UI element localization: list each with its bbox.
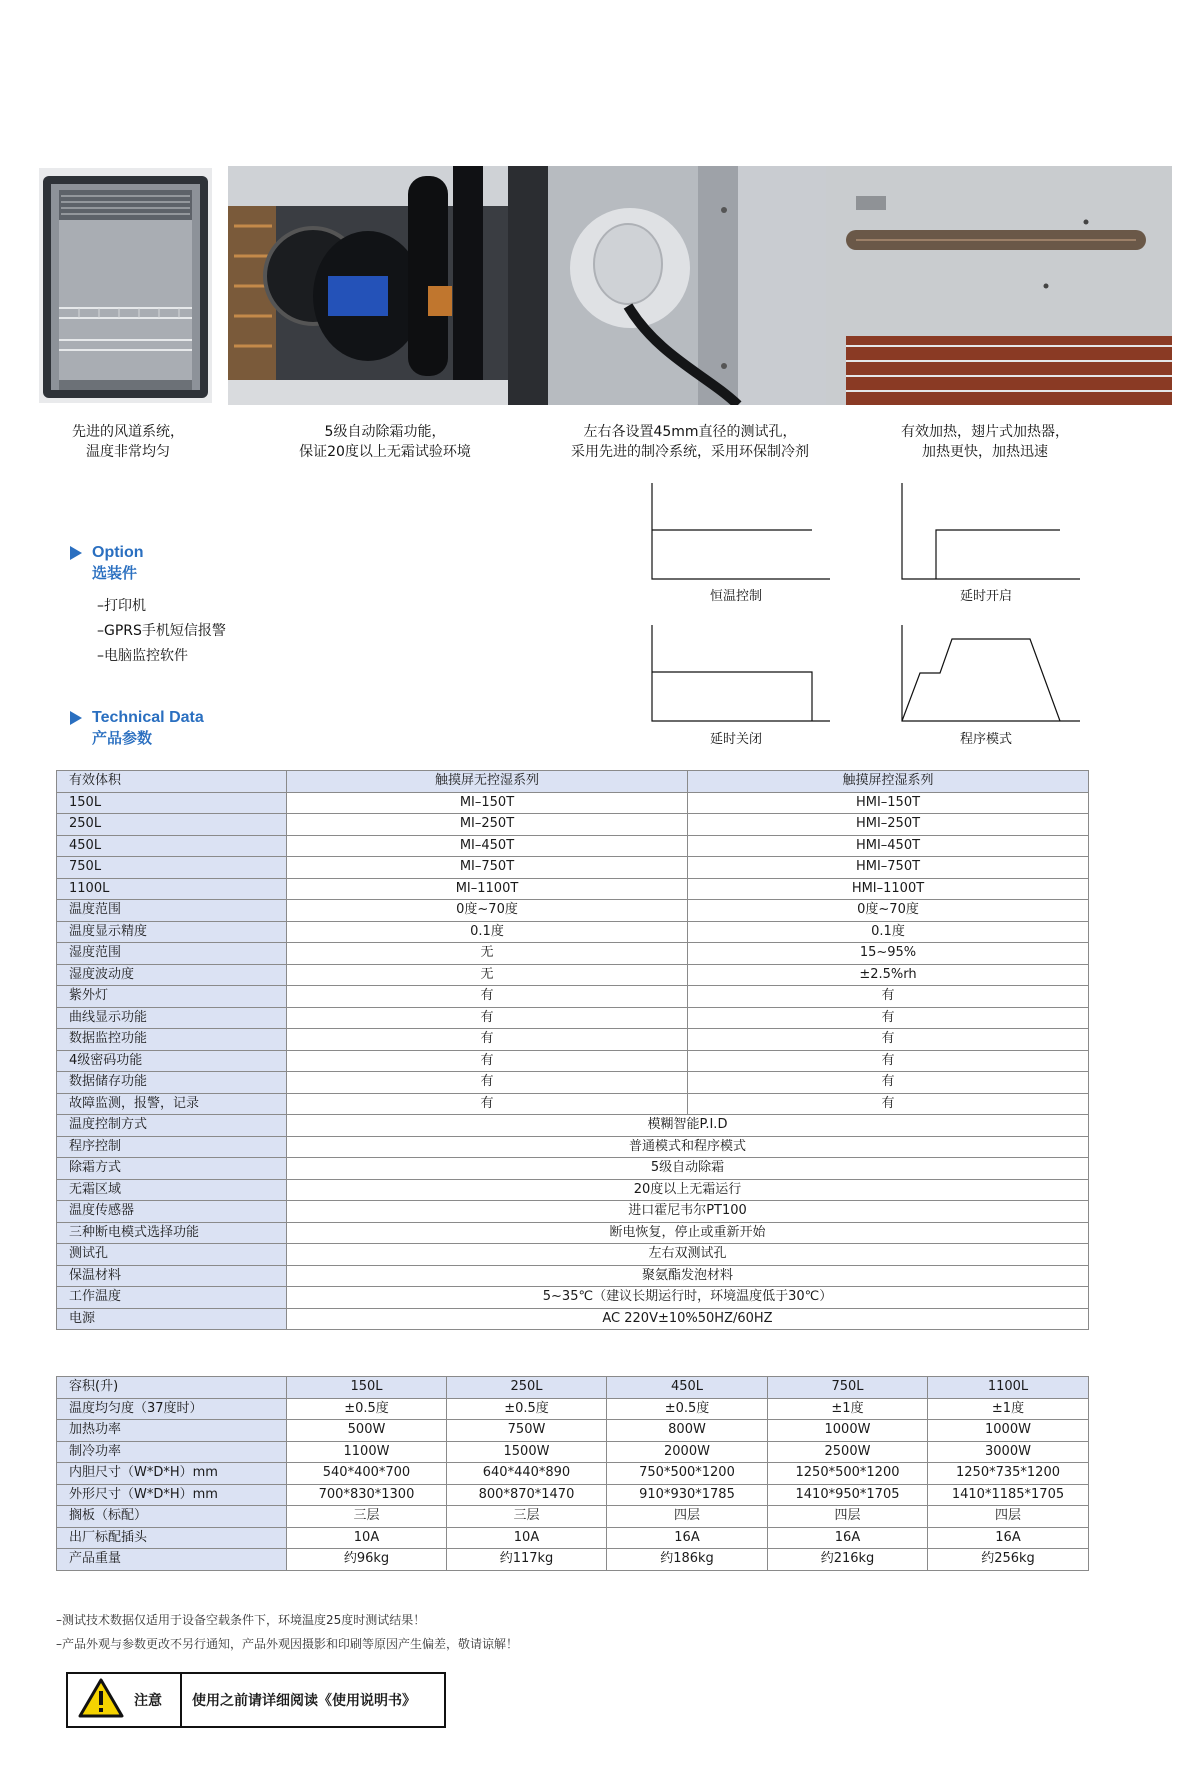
table-cell: 有 bbox=[287, 986, 688, 1008]
table-cell: 800W bbox=[607, 1420, 768, 1442]
table-cell: 3000W bbox=[928, 1441, 1089, 1463]
caption-line: 保证20度以上无霜试验环境 bbox=[299, 444, 471, 460]
table-cell: 无 bbox=[287, 943, 688, 965]
table-cell: 910*930*1785 bbox=[607, 1484, 768, 1506]
table-cell: 1410*1185*1705 bbox=[928, 1484, 1089, 1506]
table-cell: 1500W bbox=[447, 1441, 607, 1463]
table-row bbox=[57, 857, 1089, 879]
row-label: 产品重量 bbox=[57, 1549, 287, 1571]
table-row bbox=[57, 1549, 1089, 1571]
caption-heater bbox=[870, 422, 1100, 462]
table-cell: 有 bbox=[287, 1029, 688, 1051]
row-label: 保温材料 bbox=[57, 1265, 287, 1287]
table-row bbox=[57, 943, 1089, 965]
table-row bbox=[57, 1093, 1089, 1115]
caution-word: 注意 bbox=[134, 1693, 162, 1709]
row-label: 温度控制方式 bbox=[57, 1115, 287, 1137]
table-cell: 10A bbox=[287, 1527, 447, 1549]
table-row bbox=[57, 1484, 1089, 1506]
technical-title-en: Technical Data bbox=[92, 709, 204, 726]
table-cell: ±1度 bbox=[768, 1398, 928, 1420]
spec-table-series bbox=[56, 770, 1089, 1330]
table-cell: 0度~70度 bbox=[688, 900, 1089, 922]
row-label: 测试孔 bbox=[57, 1244, 287, 1266]
table-cell: 有 bbox=[688, 986, 1089, 1008]
photo-compressor bbox=[228, 166, 548, 405]
table-cell: 0度~70度 bbox=[287, 900, 688, 922]
table-row bbox=[57, 1050, 1089, 1072]
table-row bbox=[57, 792, 1089, 814]
row-label: 加热功率 bbox=[57, 1420, 287, 1442]
table-cell: 500W bbox=[287, 1420, 447, 1442]
table-cell: 16A bbox=[768, 1527, 928, 1549]
caption-test-hole bbox=[545, 422, 835, 462]
table-cell: 四层 bbox=[928, 1506, 1089, 1528]
row-label: 程序控制 bbox=[57, 1136, 287, 1158]
row-label: 内胆尺寸（W*D*H）mm bbox=[57, 1463, 287, 1485]
table-cell: 750L bbox=[768, 1377, 928, 1399]
option-item: –打印机 bbox=[97, 598, 146, 614]
table-row bbox=[57, 1506, 1089, 1528]
technical-heading bbox=[70, 708, 204, 748]
table-row bbox=[57, 835, 1089, 857]
row-label: 温度传感器 bbox=[57, 1201, 287, 1223]
table-cell: 640*440*890 bbox=[447, 1463, 607, 1485]
footnotes bbox=[56, 1608, 518, 1656]
table-cell: 有 bbox=[287, 1007, 688, 1029]
table-cell: 有 bbox=[287, 1093, 688, 1115]
row-label: 工作温度 bbox=[57, 1287, 287, 1309]
row-label: 150L bbox=[57, 792, 287, 814]
table-cell: 1000W bbox=[928, 1420, 1089, 1442]
table-cell: 800*870*1470 bbox=[447, 1484, 607, 1506]
table-cell: 1250*500*1200 bbox=[768, 1463, 928, 1485]
table-cell: 有 bbox=[688, 1050, 1089, 1072]
diagram-label-delayed-stop: 延时关闭 bbox=[710, 732, 763, 747]
row-label: 450L bbox=[57, 835, 287, 857]
row-label: 750L bbox=[57, 857, 287, 879]
table-cell: 三层 bbox=[287, 1506, 447, 1528]
table-row bbox=[57, 1072, 1089, 1094]
table-cell: 有 bbox=[688, 1007, 1089, 1029]
table-cell: HMI–250T bbox=[688, 814, 1089, 836]
table-cell: 约96kg bbox=[287, 1549, 447, 1571]
table-cell: 聚氨酯发泡材料 bbox=[287, 1265, 1089, 1287]
table-row bbox=[57, 1158, 1089, 1180]
diagram-label-constant-temp: 恒温控制 bbox=[710, 589, 763, 604]
row-label: 出厂标配插头 bbox=[57, 1527, 287, 1549]
table-cell: MI–150T bbox=[287, 792, 688, 814]
table-cell: 无 bbox=[287, 964, 688, 986]
row-label: 温度均匀度（37度时） bbox=[57, 1398, 287, 1420]
caution-text: 使用之前请详细阅读《使用说明书》 bbox=[192, 1693, 416, 1709]
table-row bbox=[57, 1201, 1089, 1223]
table-cell: 700*830*1300 bbox=[287, 1484, 447, 1506]
option-list bbox=[97, 594, 226, 669]
table-cell: 约186kg bbox=[607, 1549, 768, 1571]
row-label: 数据储存功能 bbox=[57, 1072, 287, 1094]
table-cell: 约256kg bbox=[928, 1549, 1089, 1571]
technical-title-cn: 产品参数 bbox=[92, 729, 153, 747]
row-label: 三种断电模式选择功能 bbox=[57, 1222, 287, 1244]
table-cell: 5~35℃（建议长期运行时，环境温度低于30℃） bbox=[287, 1287, 1089, 1309]
table-cell: 1000W bbox=[768, 1420, 928, 1442]
caption-defrost bbox=[275, 422, 495, 462]
table-cell: HMI–450T bbox=[688, 835, 1089, 857]
footnote: –产品外观与参数更改不另行通知，产品外观因摄影和印刷等原因产生偏差，敬请谅解！ bbox=[56, 1637, 519, 1651]
table-cell: 16A bbox=[607, 1527, 768, 1549]
table-cell: ±0.5度 bbox=[607, 1398, 768, 1420]
option-item: –GPRS手机短信报警 bbox=[97, 623, 226, 639]
table-row bbox=[57, 964, 1089, 986]
photo-test-hole bbox=[548, 166, 826, 405]
row-label: 制冷功率 bbox=[57, 1441, 287, 1463]
table-cell: 750W bbox=[447, 1420, 607, 1442]
table-row bbox=[57, 900, 1089, 922]
row-label: 无霜区域 bbox=[57, 1179, 287, 1201]
table-cell: 有 bbox=[688, 1029, 1089, 1051]
table-cell: 540*400*700 bbox=[287, 1463, 447, 1485]
row-label: 除霜方式 bbox=[57, 1158, 287, 1180]
table-cell: 2500W bbox=[768, 1441, 928, 1463]
caption-line: 有效加热，翅片式加热器， bbox=[901, 424, 1069, 440]
table-cell: 2000W bbox=[607, 1441, 768, 1463]
row-label: 温度范围 bbox=[57, 900, 287, 922]
table-cell: 1410*950*1705 bbox=[768, 1484, 928, 1506]
table-row bbox=[57, 1527, 1089, 1549]
table-cell: 进口霍尼韦尔PT100 bbox=[287, 1201, 1089, 1223]
table-cell: 250L bbox=[447, 1377, 607, 1399]
option-title-en: Option bbox=[92, 544, 144, 561]
row-label: 数据监控功能 bbox=[57, 1029, 287, 1051]
table-cell: ±1度 bbox=[928, 1398, 1089, 1420]
row-label: 1100L bbox=[57, 878, 287, 900]
caption-line: 采用先进的制冷系统，采用环保制冷剂 bbox=[571, 444, 809, 460]
table-cell: 16A bbox=[928, 1527, 1089, 1549]
row-label: 湿度范围 bbox=[57, 943, 287, 965]
table-header-row bbox=[57, 771, 1089, 793]
table-row bbox=[57, 1420, 1089, 1442]
table-cell: 触摸屏控湿系列 bbox=[688, 771, 1089, 793]
table-row bbox=[57, 1398, 1089, 1420]
table-cell: 断电恢复，停止或重新开始 bbox=[287, 1222, 1089, 1244]
caption-air-duct bbox=[58, 422, 198, 462]
table-row bbox=[57, 1115, 1089, 1137]
table-cell: 20度以上无霜运行 bbox=[287, 1179, 1089, 1201]
table-cell: MI–250T bbox=[287, 814, 688, 836]
row-label: 温度显示精度 bbox=[57, 921, 287, 943]
table-row bbox=[57, 1136, 1089, 1158]
table-row bbox=[57, 1222, 1089, 1244]
table-row bbox=[57, 1287, 1089, 1309]
table-cell: 150L bbox=[287, 1377, 447, 1399]
table-cell: ±2.5%rh bbox=[688, 964, 1089, 986]
spec-table-capacity bbox=[56, 1376, 1089, 1571]
row-label: 曲线显示功能 bbox=[57, 1007, 287, 1029]
photo-fin-heater bbox=[826, 166, 1172, 405]
table-cell: ±0.5度 bbox=[447, 1398, 607, 1420]
row-label: 电源 bbox=[57, 1308, 287, 1330]
caution-left bbox=[68, 1674, 182, 1726]
row-label: 外形尺寸（W*D*H）mm bbox=[57, 1484, 287, 1506]
diagram-delayed-stop bbox=[650, 625, 830, 725]
table-cell: 1100W bbox=[287, 1441, 447, 1463]
row-label: 湿度波动度 bbox=[57, 964, 287, 986]
table-cell: 约216kg bbox=[768, 1549, 928, 1571]
table-row bbox=[57, 1244, 1089, 1266]
spec-table-series-body bbox=[57, 771, 1089, 1330]
row-label: 故障监测，报警，记录 bbox=[57, 1093, 287, 1115]
row-label: 4级密码功能 bbox=[57, 1050, 287, 1072]
table-row bbox=[57, 1441, 1089, 1463]
table-row bbox=[57, 814, 1089, 836]
caption-line: 左右各设置45mm直径的测试孔， bbox=[583, 424, 797, 440]
caption-line: 加热更快，加热迅速 bbox=[922, 444, 1048, 460]
diagram-label-delayed-start: 延时开启 bbox=[960, 589, 1013, 604]
table-cell: MI–750T bbox=[287, 857, 688, 879]
arrow-right-icon bbox=[70, 546, 82, 560]
diagram-label-program-mode: 程序模式 bbox=[960, 732, 1013, 747]
row-label: 250L bbox=[57, 814, 287, 836]
diagram-delayed-start bbox=[900, 483, 1080, 583]
table-row bbox=[57, 1029, 1089, 1051]
table-cell: HMI–150T bbox=[688, 792, 1089, 814]
arrow-right-icon bbox=[70, 711, 82, 725]
spec-table-capacity-body bbox=[57, 1377, 1089, 1571]
table-row bbox=[57, 1265, 1089, 1287]
table-cell: 0.1度 bbox=[287, 921, 688, 943]
caption-line: 先进的风道系统， bbox=[72, 424, 184, 440]
table-cell: HMI–1100T bbox=[688, 878, 1089, 900]
footnote: –测试技术数据仅适用于设备空载条件下，环境温度25度时测试结果！ bbox=[56, 1613, 426, 1627]
table-header-row bbox=[57, 1377, 1089, 1399]
table-cell: 1250*735*1200 bbox=[928, 1463, 1089, 1485]
table-cell: MI–450T bbox=[287, 835, 688, 857]
table-cell: 模糊智能P.I.D bbox=[287, 1115, 1089, 1137]
table-cell: 触摸屏无控湿系列 bbox=[287, 771, 688, 793]
table-cell: 450L bbox=[607, 1377, 768, 1399]
caption-line: 5级自动除霜功能， bbox=[324, 424, 446, 440]
table-cell: 750*500*1200 bbox=[607, 1463, 768, 1485]
table-cell: 普通模式和程序模式 bbox=[287, 1136, 1089, 1158]
table-cell: 有 bbox=[287, 1050, 688, 1072]
row-label: 有效体积 bbox=[57, 771, 287, 793]
table-cell: 约117kg bbox=[447, 1549, 607, 1571]
table-row bbox=[57, 1179, 1089, 1201]
table-cell: HMI–750T bbox=[688, 857, 1089, 879]
table-cell: 0.1度 bbox=[688, 921, 1089, 943]
table-row bbox=[57, 1463, 1089, 1485]
table-row bbox=[57, 1007, 1089, 1029]
option-title-cn: 选装件 bbox=[92, 564, 138, 582]
table-cell: AC 220V±10%50HZ/60HZ bbox=[287, 1308, 1089, 1330]
diagram-constant-temp bbox=[650, 483, 830, 583]
table-cell: 四层 bbox=[607, 1506, 768, 1528]
table-cell: 5级自动除霜 bbox=[287, 1158, 1089, 1180]
table-row bbox=[57, 1308, 1089, 1330]
table-cell: 1100L bbox=[928, 1377, 1089, 1399]
table-cell: 四层 bbox=[768, 1506, 928, 1528]
option-item: –电脑监控软件 bbox=[97, 648, 188, 664]
table-cell: 10A bbox=[447, 1527, 607, 1549]
table-row bbox=[57, 878, 1089, 900]
table-cell: 三层 bbox=[447, 1506, 607, 1528]
table-cell: 有 bbox=[688, 1093, 1089, 1115]
table-cell: ±0.5度 bbox=[287, 1398, 447, 1420]
table-row bbox=[57, 986, 1089, 1008]
table-cell: 15~95% bbox=[688, 943, 1089, 965]
row-label: 搁板（标配） bbox=[57, 1506, 287, 1528]
photo-chamber-interior bbox=[39, 168, 212, 403]
table-cell: 有 bbox=[688, 1072, 1089, 1094]
table-cell: 左右双测试孔 bbox=[287, 1244, 1089, 1266]
table-cell: 有 bbox=[287, 1072, 688, 1094]
row-label: 容积(升) bbox=[57, 1377, 287, 1399]
table-cell: MI–1100T bbox=[287, 878, 688, 900]
diagram-program-mode bbox=[900, 625, 1080, 725]
option-heading bbox=[70, 543, 144, 583]
caption-line: 温度非常均匀 bbox=[86, 444, 170, 460]
table-row bbox=[57, 921, 1089, 943]
warning-triangle-icon bbox=[78, 1678, 124, 1722]
caution-box bbox=[66, 1672, 446, 1728]
row-label: 紫外灯 bbox=[57, 986, 287, 1008]
